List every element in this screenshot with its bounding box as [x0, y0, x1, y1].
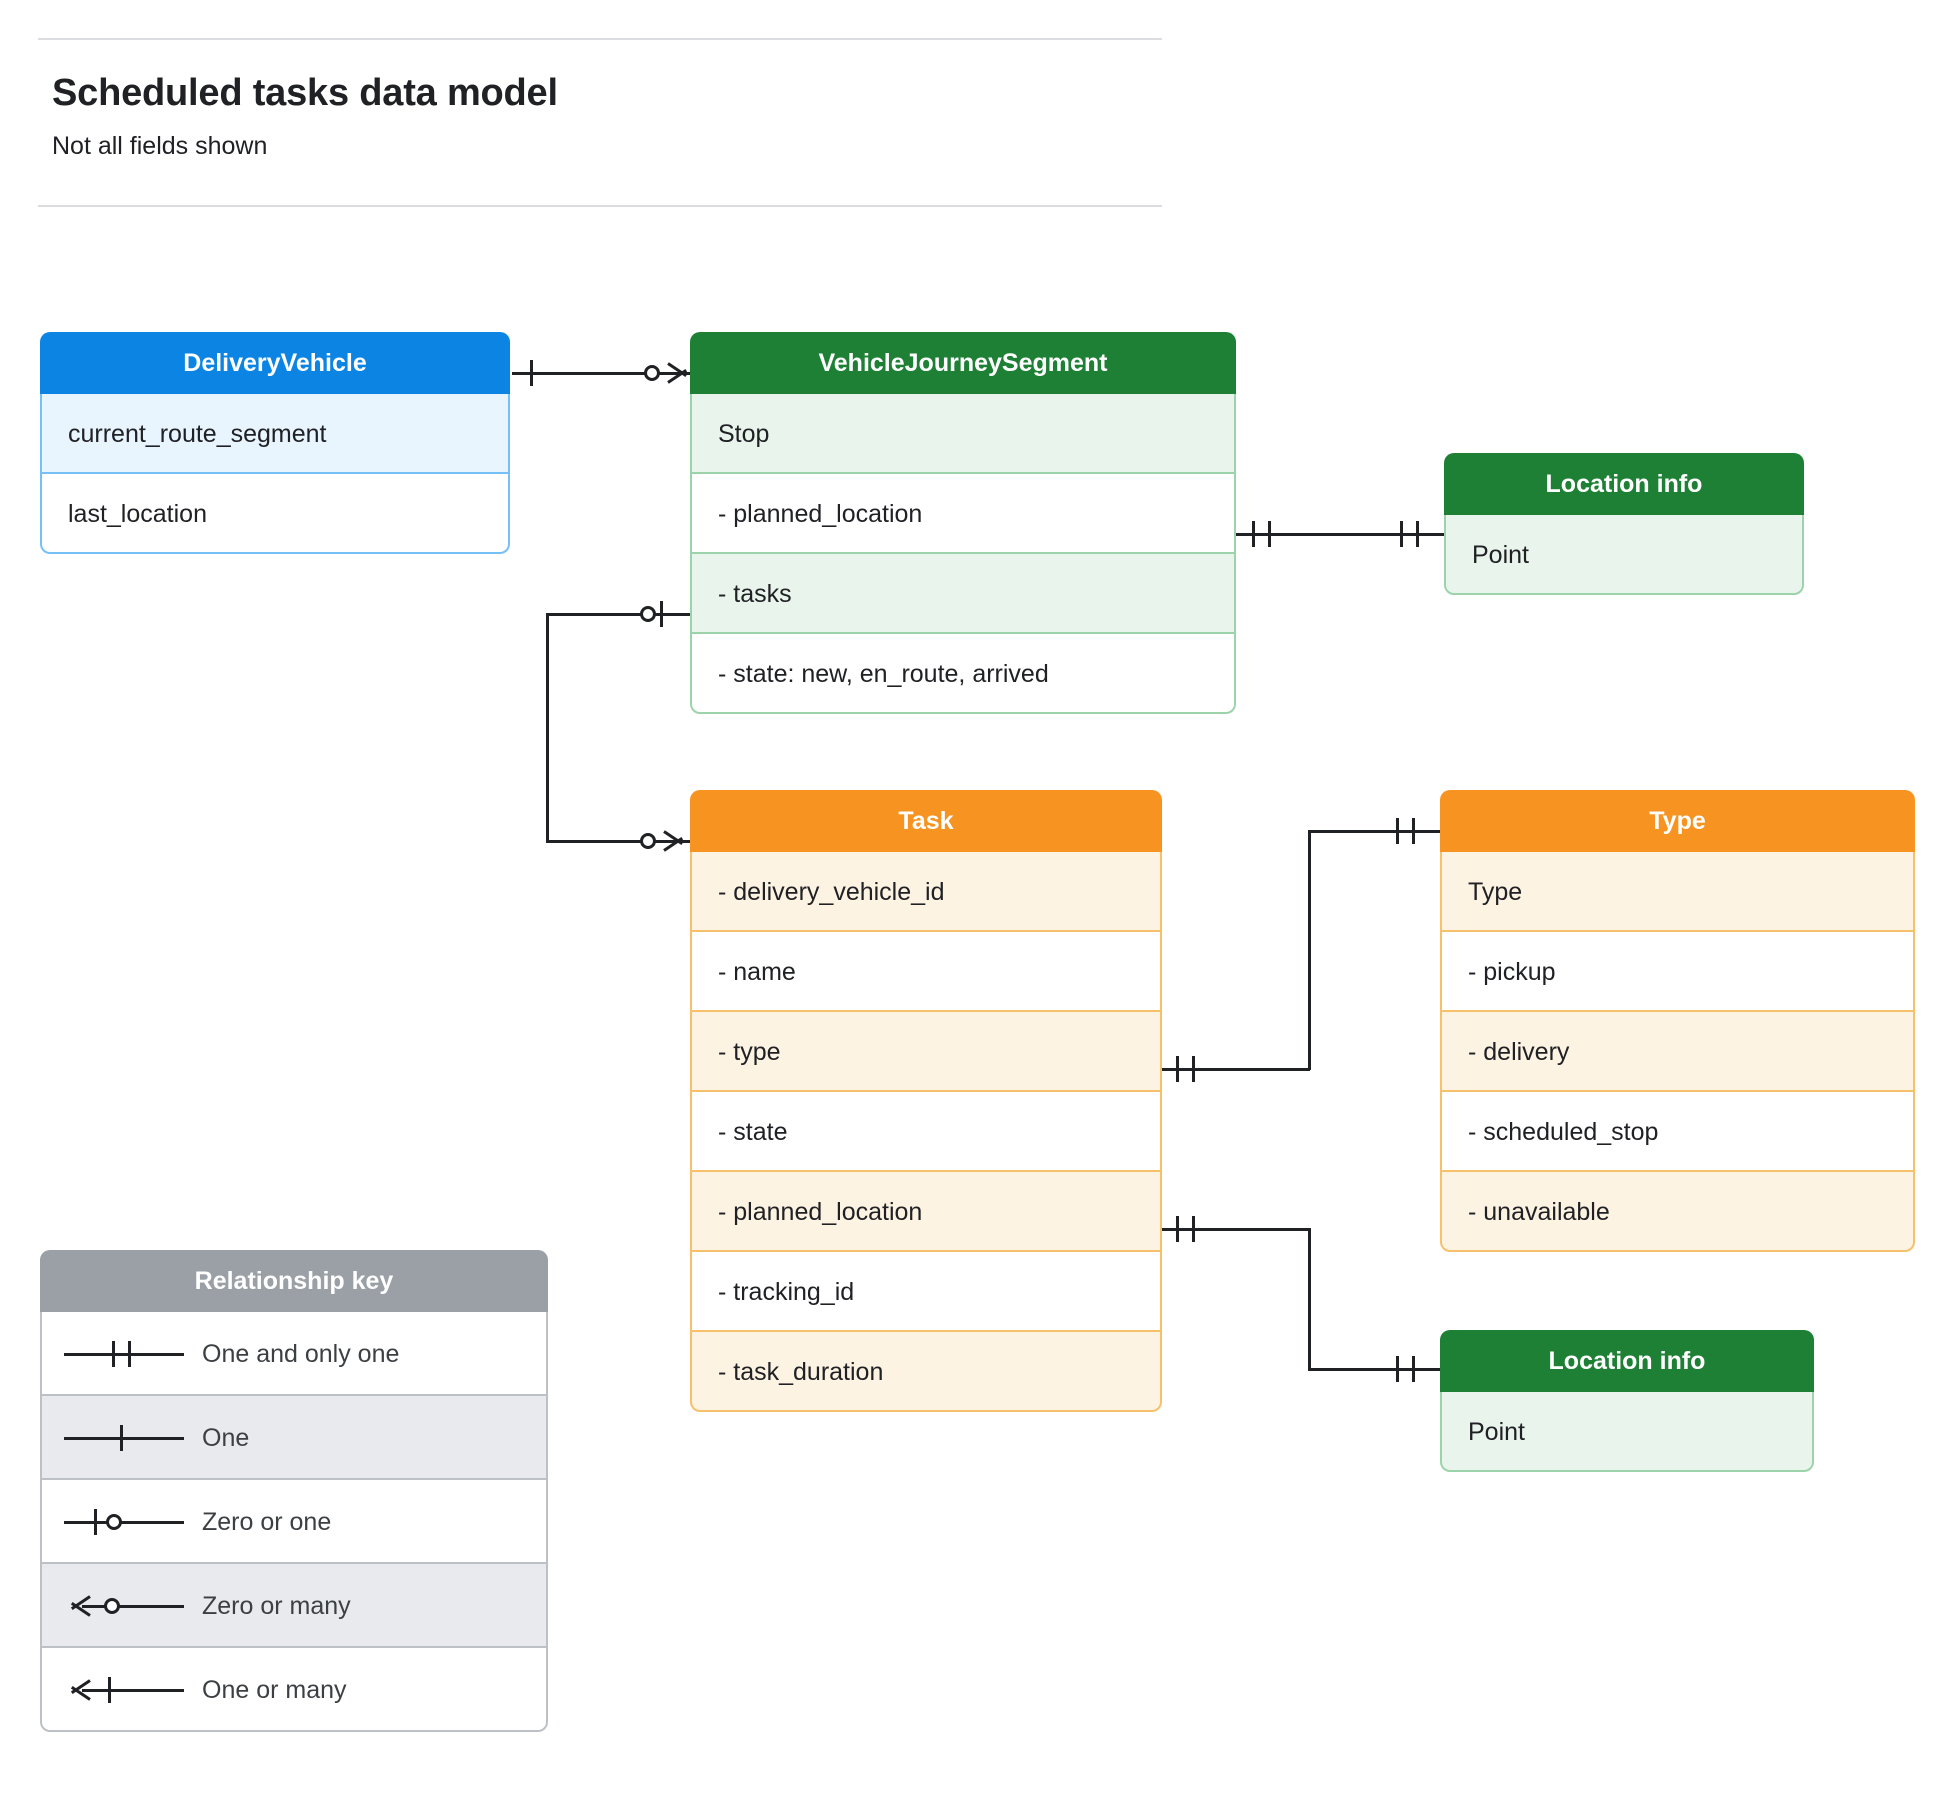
field-row: - task_duration	[690, 1332, 1162, 1412]
legend-item	[40, 1312, 548, 1396]
field-row: - state: new, en_route, arrived	[690, 634, 1236, 714]
entity-location-info-top[interactable]	[1444, 453, 1804, 595]
header-divider-bottom	[38, 205, 1162, 207]
field-row: - name	[690, 932, 1162, 1012]
field-row: Point	[1440, 1392, 1814, 1472]
one-icon	[42, 1396, 202, 1480]
legend-relationship-key	[40, 1250, 548, 1732]
one-and-only-one-icon	[42, 1312, 202, 1396]
field-row: - delivery	[1440, 1012, 1915, 1092]
entity-location-info-bottom[interactable]	[1440, 1330, 1814, 1472]
field-row: - unavailable	[1440, 1172, 1915, 1252]
entity-title: Location info	[1440, 1330, 1814, 1392]
zero-or-one-icon	[42, 1480, 202, 1564]
entity-title: Location info	[1444, 453, 1804, 515]
field-row: - pickup	[1440, 932, 1915, 1012]
entity-task[interactable]	[690, 790, 1162, 1412]
entity-type[interactable]	[1440, 790, 1915, 1252]
page-subtitle: Not all fields shown	[52, 132, 268, 160]
legend-item	[40, 1396, 548, 1480]
field-row: - scheduled_stop	[1440, 1092, 1915, 1172]
field-row: current_route_segment	[40, 394, 510, 474]
legend-item	[40, 1564, 548, 1648]
field-row: Type	[1440, 852, 1915, 932]
legend-item-label: Zero or one	[202, 1508, 332, 1536]
field-row: - tasks	[690, 554, 1236, 634]
legend-item	[40, 1480, 548, 1564]
field-row: - state	[690, 1092, 1162, 1172]
entity-delivery-vehicle[interactable]	[40, 332, 510, 554]
legend-item-label: One or many	[202, 1676, 347, 1704]
legend-item-label: One	[202, 1424, 250, 1452]
one-or-many-icon	[42, 1648, 202, 1732]
field-row: last_location	[40, 474, 510, 554]
field-row: - planned_location	[690, 1172, 1162, 1252]
legend-item-label: Zero or many	[202, 1592, 351, 1620]
field-row: Point	[1444, 515, 1804, 595]
entity-title: Type	[1440, 790, 1915, 852]
legend-item-label: One and only one	[202, 1340, 400, 1368]
legend-title: Relationship key	[40, 1250, 548, 1312]
field-row: - type	[690, 1012, 1162, 1092]
field-row: - delivery_vehicle_id	[690, 852, 1162, 932]
zero-or-many-icon	[42, 1564, 202, 1648]
field-row: - planned_location	[690, 474, 1236, 554]
field-row: - tracking_id	[690, 1252, 1162, 1332]
field-row: Stop	[690, 394, 1236, 474]
entity-title: Task	[690, 790, 1162, 852]
entity-title: VehicleJourneySegment	[690, 332, 1236, 394]
page-title: Scheduled tasks data model	[52, 72, 558, 114]
legend-item	[40, 1648, 548, 1732]
entity-vehicle-journey-segment[interactable]	[690, 332, 1236, 714]
header-divider-top	[38, 38, 1162, 40]
entity-title: DeliveryVehicle	[40, 332, 510, 394]
